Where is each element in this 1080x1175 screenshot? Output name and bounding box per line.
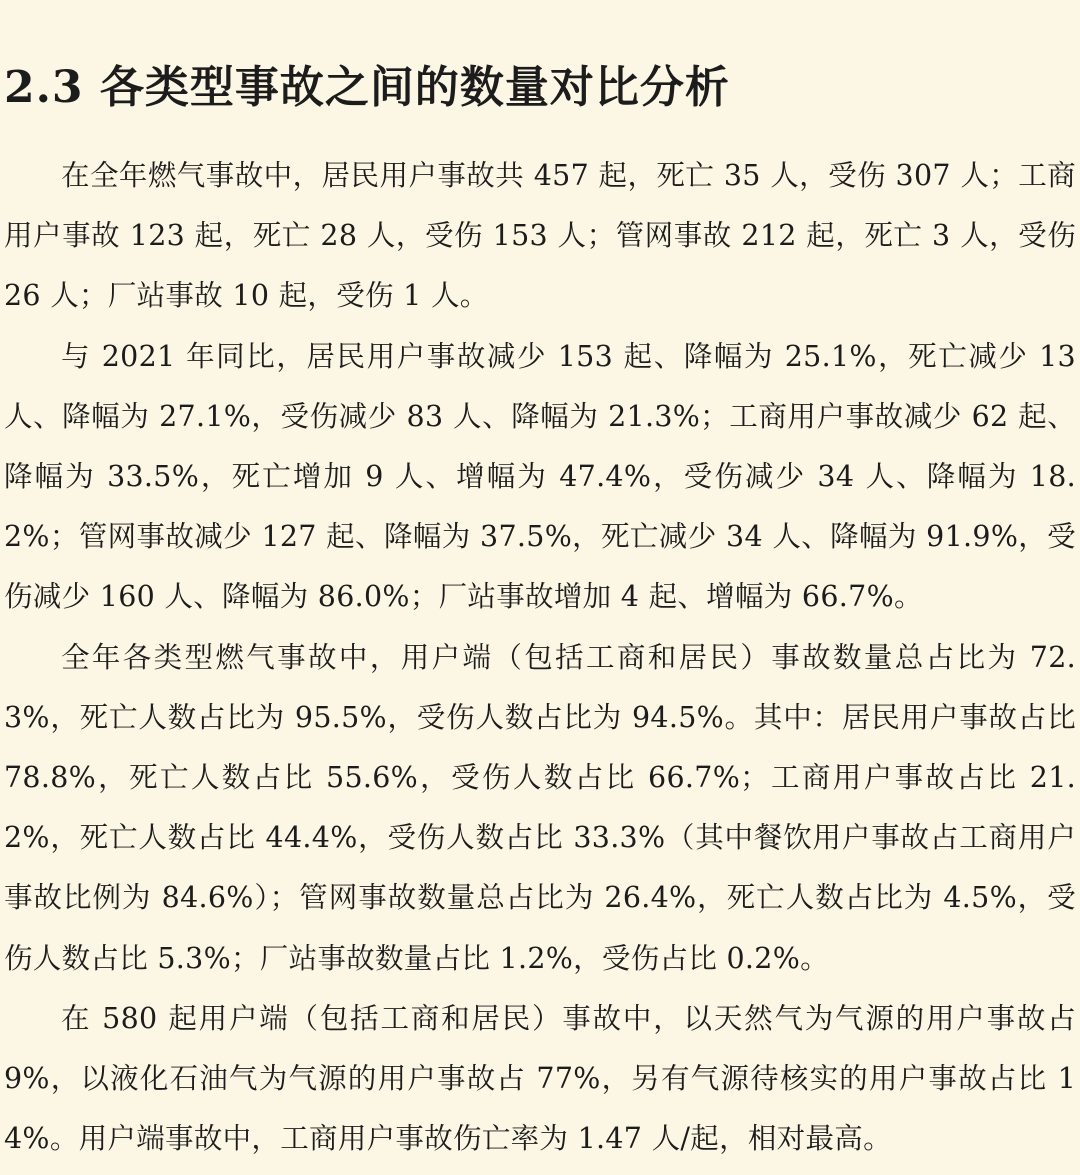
paragraph-share-analysis: 全年各类型燃气事故中，用户端（包括工商和居民）事故数量总占比为 72.3%，死亡人数占比为 95.5%，受伤人数占比为 94.5%。其中：居民用户事故占比 78.8%，死亡人数占比 55.6%，受伤人数占比 66.7%；工商用户事故占比 21.2%，死亡人数占比 44.4%，受伤人数占比 33.3%（其中餐饮用户事故占工商用户事故比例为 84.6%）；管网事故数量总占比为 26.4%，死亡人数占比为 4.5%，受伤人数占比 5.3%；厂站事故数量占比 1.2%，受伤占比 0.2%。 (4, 640, 1076, 975)
section-heading: 2.3 各类型事故之间的数量对比分析 (4, 62, 730, 113)
paragraph-gas-source: 在 580 起用户端（包括工商和居民）事故中，以天然气为气源的用户事故占 9%，以液化石油气为气源的用户事故占 77%，另有气源待核实的用户事故占比 14%。用户端事故中，工商用户事故伤亡率为 1.47 人/起，相对最高。 (4, 1001, 1076, 1156)
document-body (4, 146, 1076, 1169)
paragraph-year-over-year: 与 2021 年同比，居民用户事故减少 153 起、降幅为 25.1%，死亡减少 13 人、降幅为 27.1%，受伤减少 83 人、降幅为 21.3%；工商用户事故减少 62 起、降幅为 33.5%，死亡增加 9 人、增幅为 47.4%，受伤减少 34 人、降幅为 18.2%；管网事故减少 127 起、降幅为 37.5%，死亡减少 34 人、降幅为 91.9%，受伤减少 160 人、降幅为 86.0%；厂站事故增加 4 起、增幅为 66.7%。 (4, 339, 1076, 614)
paragraph-accident-counts: 在全年燃气事故中，居民用户事故共 457 起，死亡 35 人，受伤 307 人；工商用户事故 123 起，死亡 28 人，受伤 153 人；管网事故 212 起，死亡 3 人，受伤 26 人；厂站事故 10 起，受伤 1 人。 (4, 159, 1076, 313)
